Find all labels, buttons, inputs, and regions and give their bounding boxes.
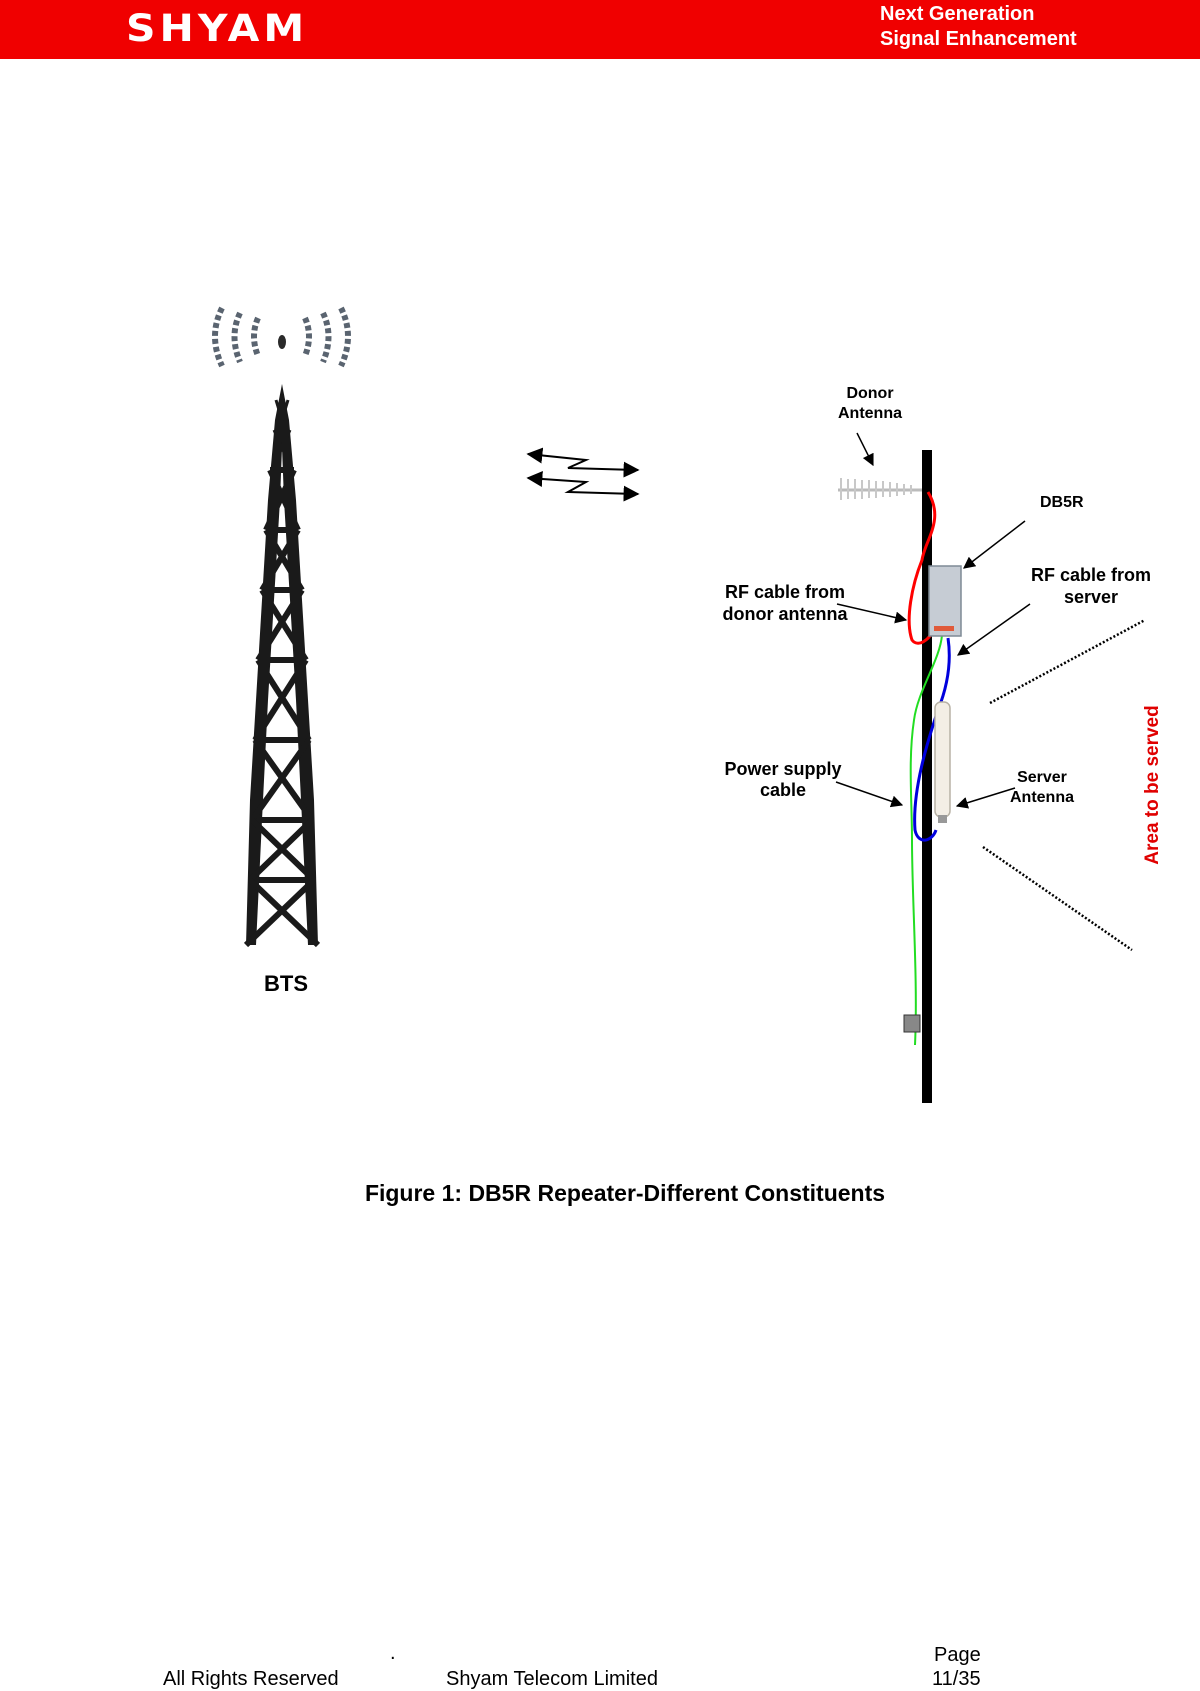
rf-cable-donor-label-line-2: donor antenna <box>722 604 848 624</box>
donor-antenna-label <box>810 384 930 424</box>
db5r-unit-icon <box>929 566 961 636</box>
server-antenna-label-line-2: Antenna <box>1010 789 1074 806</box>
tagline-line-1: Next Generation <box>880 3 1035 25</box>
footer-company: Shyam Telecom Limited <box>446 1668 658 1690</box>
footer-rights: All Rights Reserved <box>163 1668 339 1690</box>
server-antenna-label-line-1: Server <box>1017 769 1067 786</box>
area-to-be-served-label: Area to be served <box>1142 705 1163 865</box>
power-cable-label <box>713 759 853 801</box>
donor-antenna-icon <box>838 478 922 500</box>
db5r-label: DB5R <box>1040 494 1084 511</box>
power-cable-label-line-2: cable <box>759 780 807 800</box>
server-antenna-icon <box>935 702 950 823</box>
rf-cable-donor-label <box>710 581 860 625</box>
footer-page-number: 11/35 <box>932 1668 981 1690</box>
footer-page-word: Page <box>934 1644 981 1666</box>
power-cable-label-line-1: Power supply <box>724 759 842 779</box>
figure-caption: Figure 1: DB5R Repeater-Different Constituents <box>364 1180 886 1206</box>
donor-antenna-label-line-1: Donor <box>846 385 894 402</box>
rf-cable-donor-label-line-1: RF cable from <box>724 582 846 602</box>
donor-antenna-label-line-2: Antenna <box>838 405 902 422</box>
power-box-icon <box>904 1015 920 1032</box>
bts-tower-icon <box>246 384 318 945</box>
radio-waves-icon <box>215 308 348 366</box>
radio-link-arrows-icon <box>528 454 638 494</box>
rf-cable-server-label-line-1: RF cable from <box>1030 565 1152 585</box>
tagline-line-2: Signal Enhancement <box>880 28 1077 50</box>
rf-cable-server-label-line-2: server <box>1063 587 1119 607</box>
server-antenna-label <box>992 768 1092 808</box>
footer-dot: . <box>390 1642 396 1664</box>
bts-label: BTS <box>264 971 308 996</box>
shyam-logo: SHYAM <box>126 6 309 51</box>
rf-cable-server-label <box>1016 564 1166 608</box>
